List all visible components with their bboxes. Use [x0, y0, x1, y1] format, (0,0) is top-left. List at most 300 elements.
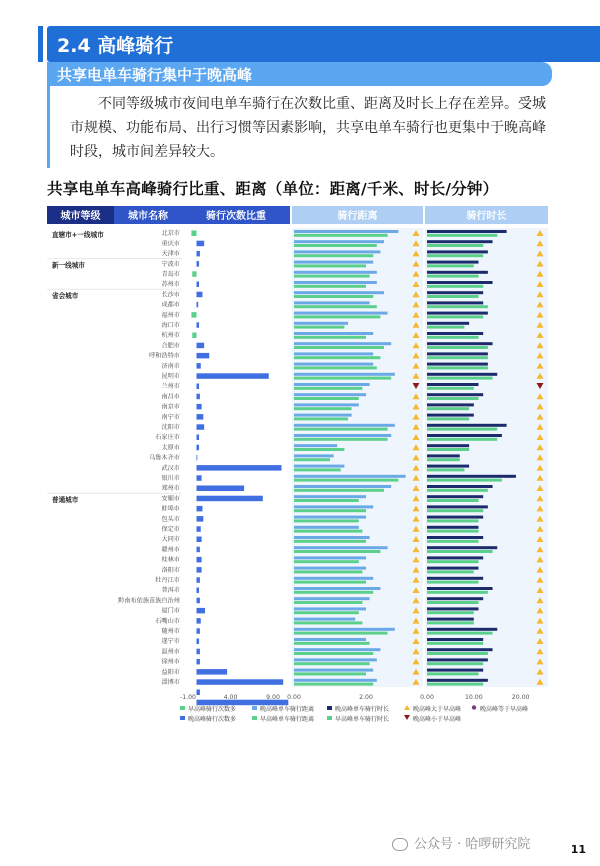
duration-bar: [427, 383, 479, 386]
ratio-bar: [197, 455, 198, 461]
duration-bar: [427, 397, 479, 400]
city-label: 南昌市: [161, 393, 180, 401]
duration-bar: [427, 291, 483, 294]
legend-swatch: [180, 716, 185, 720]
legend-swatch: [327, 716, 332, 720]
distance-bar: [294, 403, 359, 406]
duration-bar: [427, 240, 493, 243]
ratio-bar: [197, 547, 200, 553]
distance-bar: [294, 275, 370, 278]
distance-bar: [294, 587, 380, 590]
legend-swatch: [472, 705, 476, 709]
duration-bar: [427, 540, 479, 543]
ratio-bar: [197, 394, 200, 400]
city-label: 黔南布依族苗族自治州: [118, 597, 180, 605]
duration-bar: [427, 570, 474, 573]
duration-bar: [427, 489, 488, 492]
city-label: 合肥市: [161, 342, 180, 350]
city-label: 长沙市: [161, 291, 180, 299]
ratio-bar: [197, 251, 200, 257]
distance-bar: [294, 414, 352, 417]
ratio-tick: 4.00: [223, 694, 238, 701]
ratio-bar: [197, 608, 206, 614]
city-label: 安顺市: [161, 495, 180, 503]
distance-bar: [294, 465, 344, 468]
distance-bar: [294, 577, 373, 580]
duration-bar: [427, 363, 488, 366]
legend-swatch: [404, 715, 410, 720]
ratio-bar: [197, 577, 200, 583]
ratio-bar: [197, 516, 204, 522]
ratio-bar: [197, 241, 205, 247]
ratio-bar: [197, 588, 200, 594]
distance-bar: [294, 346, 384, 349]
duration-bar: [427, 560, 479, 563]
duration-bar: [427, 658, 488, 661]
ratio-bar: [197, 384, 200, 390]
duration-bar: [427, 356, 488, 359]
duration-tick: 0.00: [420, 694, 434, 701]
ratio-bar: [197, 261, 200, 267]
tier-label: 普通城市: [52, 496, 79, 505]
section-title: 2.4 高峰骑行: [57, 35, 174, 57]
duration-bar: [427, 468, 464, 471]
distance-bar: [294, 638, 366, 641]
distance-bar: [294, 662, 370, 665]
duration-bar: [427, 546, 497, 549]
ratio-bar: [197, 282, 200, 288]
duration-bar: [427, 434, 502, 437]
distance-bar: [294, 597, 370, 600]
distance-bar: [294, 336, 366, 339]
duration-bar: [427, 407, 469, 410]
duration-bar: [427, 581, 479, 584]
duration-bar: [427, 648, 493, 651]
legend-label: 晚高峰小于早高峰: [413, 716, 462, 723]
header-label-2: 骑行次数比重: [206, 211, 266, 222]
city-label: 成都市: [161, 301, 180, 309]
duration-bar: [427, 403, 474, 406]
duration-bar: [427, 499, 479, 502]
distance-bar: [294, 250, 380, 253]
distance-bar: [294, 485, 391, 488]
city-label: 随州市: [161, 628, 180, 635]
city-label: 保定市: [161, 526, 180, 533]
city-label: 乌鲁木齐市: [149, 454, 180, 462]
duration-bar: [427, 254, 483, 257]
header-label-4: 骑行时长: [466, 211, 507, 222]
duration-bar: [427, 526, 479, 529]
ratio-bar: [197, 598, 200, 604]
duration-bar: [427, 495, 483, 498]
ratio-bar: [197, 537, 202, 543]
duration-bar: [427, 342, 493, 345]
distance-bar: [294, 652, 373, 655]
watermark: [392, 833, 530, 852]
ratio-bar: [197, 414, 204, 420]
ratio-bar: [197, 373, 269, 379]
city-label: 蚌埠市: [161, 505, 180, 513]
duration-bar: [427, 530, 479, 533]
distance-bar: [294, 642, 370, 645]
distance-bar: [294, 434, 391, 437]
ratio-bar: [197, 639, 200, 645]
duration-bar: [427, 638, 483, 641]
distance-bar: [294, 560, 359, 563]
duration-bar: [427, 567, 479, 570]
legend-label: 晚高峰等于早高峰: [480, 706, 529, 713]
city-label: 银川市: [161, 475, 180, 482]
distance-tick: 2.00: [359, 694, 373, 701]
duration-bar: [427, 352, 488, 355]
duration-bar: [427, 393, 483, 396]
legend-label: 晚高峰单车骑行距离: [260, 706, 315, 713]
distance-bar: [294, 332, 373, 335]
distance-bar: [294, 479, 398, 482]
duration-bar: [427, 264, 474, 267]
distance-bar: [294, 526, 359, 529]
legend-label: 晚高峰单车骑行时长: [335, 706, 390, 713]
duration-bar: [427, 465, 469, 468]
ratio-bar: [191, 312, 196, 318]
city-label: 牡丹江市: [155, 577, 180, 584]
duration-bar: [427, 332, 483, 335]
distance-bar: [294, 264, 366, 267]
duration-bar: [427, 438, 497, 441]
duration-bar: [427, 458, 460, 461]
distance-bar: [294, 305, 377, 308]
duration-bar: [427, 275, 479, 278]
city-label: 沈阳市: [161, 424, 180, 431]
city-label: 益阳市: [161, 668, 180, 676]
legend-label: 晚高峰骑行次数多: [188, 716, 237, 723]
duration-bar: [427, 662, 483, 665]
distance-bar: [294, 356, 380, 359]
distance-bar: [294, 628, 395, 631]
distance-bar: [294, 363, 373, 366]
distance-bar: [294, 567, 366, 570]
duration-bar: [427, 505, 488, 508]
city-label: 遂宁市: [161, 638, 180, 646]
distance-bar: [294, 291, 384, 294]
duration-bar: [427, 234, 497, 237]
ratio-bar: [191, 231, 196, 237]
distance-bar: [294, 230, 398, 233]
duration-bar: [427, 377, 493, 380]
distance-bar: [294, 499, 359, 502]
distance-bar: [294, 281, 377, 284]
duration-bar: [427, 315, 483, 318]
duration-bar: [427, 536, 483, 539]
ratio-bar: [197, 465, 282, 471]
duration-bar: [427, 312, 488, 315]
distance-bar: [294, 556, 366, 559]
city-label: 大同市: [161, 536, 180, 544]
duration-bar: [427, 485, 493, 488]
duration-bar: [427, 683, 483, 686]
distance-bar: [294, 468, 341, 471]
distance-bar: [294, 505, 373, 508]
city-label: 石家庄市: [155, 434, 180, 442]
summary-paragraph: 不同等级城市夜间电单车骑行在次数比重、距离及时长上存在差异。受城市规模、功能布局、出行习惯等因素影响，共享电单车骑行也更集中于晚高峰时段，城市间差异较大。: [70, 96, 546, 160]
distance-bar: [294, 417, 348, 420]
ratio-bar: [197, 353, 210, 359]
ratio-bar: [197, 424, 205, 430]
duration-bar: [427, 672, 479, 675]
city-label: 赣州市: [161, 546, 180, 554]
duration-bar: [427, 230, 507, 233]
city-label: 温州市: [161, 648, 180, 656]
city-label: 苏州市: [161, 281, 180, 289]
city-label: 南宁市: [161, 413, 180, 421]
distance-bar: [294, 621, 362, 624]
city-label: 呼和浩特市: [149, 352, 180, 360]
ratio-bar: [197, 649, 200, 655]
watermark-text: 公众号 · 哈啰研究院: [414, 837, 531, 852]
city-label: 桂林市: [161, 556, 180, 564]
subtitle-text: 共享电单车骑行集中于晚高峰: [57, 66, 253, 84]
distance-bar: [294, 536, 370, 539]
duration-bar: [427, 261, 479, 264]
distance-bar: [294, 383, 370, 386]
page-number: 11: [570, 843, 586, 856]
duration-bar: [427, 621, 474, 624]
ratio-bar: [197, 669, 228, 675]
wechat-icon: [392, 838, 408, 851]
distance-bar: [294, 530, 362, 533]
duration-bar: [427, 373, 497, 376]
distance-bar: [294, 295, 373, 298]
ratio-bar: [197, 506, 203, 512]
duration-bar: [427, 597, 483, 600]
ratio-bar: [197, 404, 202, 410]
distance-bar: [294, 315, 380, 318]
city-label: 宁波市: [161, 260, 180, 268]
distance-bar: [294, 326, 344, 329]
city-label: 石嘴山市: [155, 617, 180, 625]
city-label: 厦门市: [161, 607, 180, 615]
duration-bar: [427, 295, 479, 298]
duration-bar: [427, 271, 488, 274]
distance-bar: [294, 540, 366, 543]
ratio-bar: [197, 486, 245, 492]
duration-bar: [427, 326, 464, 329]
distance-bar: [294, 632, 388, 635]
distance-bar: [294, 658, 377, 661]
duration-bar: [427, 591, 488, 594]
distance-bar: [294, 366, 377, 369]
chart-title: 共享电单车高峰骑行比重、距离（单位：距离/千米、时长/分钟）: [47, 180, 499, 198]
duration-bar: [427, 577, 483, 580]
distance-bar: [294, 607, 366, 610]
distance-bar: [294, 611, 359, 614]
legend-swatch: [327, 706, 332, 710]
duration-bar: [427, 509, 483, 512]
city-label: 南京市: [161, 403, 180, 411]
duration-bar: [427, 444, 469, 447]
distance-bar: [294, 397, 359, 400]
distance-bar: [294, 570, 362, 573]
duration-bar: [427, 475, 516, 478]
distance-bar: [294, 672, 366, 675]
duration-bar: [427, 428, 497, 431]
duration-bar: [427, 679, 488, 682]
distance-bar: [294, 591, 373, 594]
city-label: 包头市: [161, 515, 180, 523]
distance-bar: [294, 669, 373, 672]
ratio-bar: [197, 292, 203, 298]
legend-label: 早高峰单车骑行时长: [335, 716, 390, 723]
distance-bar: [294, 509, 366, 512]
distance-bar: [294, 546, 388, 549]
duration-bar: [427, 244, 483, 247]
tier-label: 新一线城市: [52, 261, 85, 270]
distance-bar: [294, 271, 377, 274]
ratio-bar: [197, 435, 200, 441]
duration-bar: [427, 516, 483, 519]
duration-tick: 10.00: [464, 694, 483, 701]
ratio-bar: [197, 690, 200, 696]
distance-bar: [294, 312, 388, 315]
duration-bar: [427, 285, 483, 288]
legend-swatch: [404, 705, 410, 710]
duration-bar: [427, 611, 474, 614]
duration-bar: [427, 556, 483, 559]
duration-bar: [427, 519, 479, 522]
tier-label: 直辖市+一线城市: [52, 231, 104, 239]
city-label: 福州市: [161, 311, 180, 319]
distance-bar: [294, 373, 395, 376]
duration-bar: [427, 550, 493, 553]
header-label-1: 城市名称: [128, 211, 168, 222]
ratio-bar: [197, 496, 263, 502]
distance-bar: [294, 438, 388, 441]
duration-bar: [427, 479, 502, 482]
distance-bar: [294, 407, 352, 410]
duration-bar: [427, 305, 488, 308]
ratio-bar: [197, 302, 199, 308]
legend-swatch: [252, 716, 257, 720]
city-label: 郑州市: [161, 485, 180, 493]
distance-bar: [294, 352, 373, 355]
ratio-bar: [197, 526, 201, 532]
ratio-bar: [197, 659, 200, 665]
duration-bar: [427, 618, 474, 621]
distance-bar: [294, 618, 355, 621]
distance-bar: [294, 495, 366, 498]
city-label: 重庆市: [161, 240, 180, 248]
distance-bar: [294, 240, 384, 243]
city-label: 北京市: [161, 230, 180, 238]
distance-bar: [294, 301, 370, 304]
distance-bar: [294, 458, 330, 461]
ratio-bar: [197, 628, 200, 634]
city-label: 杭州市: [161, 332, 180, 340]
duration-bar: [427, 281, 493, 284]
city-label: 兰州市: [161, 383, 180, 391]
city-label: 济南市: [161, 362, 180, 370]
city-label: 洛阳市: [161, 566, 180, 574]
distance-bar: [294, 285, 366, 288]
city-label: 青岛市: [161, 271, 180, 278]
distance-bar: [294, 234, 388, 237]
distance-bar: [294, 393, 366, 396]
distance-bar: [294, 648, 380, 651]
header-label-0: 城市等级: [60, 211, 101, 222]
city-label: 昆明市: [161, 373, 180, 380]
ratio-bar: [197, 475, 202, 481]
ratio-bar: [197, 322, 200, 328]
distance-bar: [294, 322, 348, 325]
duration-bar: [427, 346, 488, 349]
distance-bar: [294, 254, 373, 257]
legend-swatch: [180, 706, 185, 710]
duration-bar: [427, 601, 479, 604]
duration-bar: [427, 417, 469, 420]
duration-bar: [427, 322, 469, 325]
distance-bar: [294, 581, 366, 584]
duration-bar: [427, 642, 483, 645]
ratio-tick: -1.00: [179, 694, 197, 701]
duration-bar: [427, 607, 479, 610]
duration-tick: 20.00: [511, 694, 530, 701]
header-label-3: 骑行距离: [337, 211, 378, 222]
ratio-bar: [197, 567, 202, 573]
duration-bar: [427, 366, 488, 369]
distance-bar: [294, 550, 380, 553]
distance-bar: [294, 342, 391, 345]
distance-bar: [294, 424, 395, 427]
distance-bar: [294, 448, 344, 451]
distance-bar: [294, 444, 337, 447]
ratio-bar: [197, 618, 201, 624]
duration-bar: [427, 301, 483, 304]
legend-label: 早高峰骑行次数多: [188, 706, 237, 713]
duration-bar: [427, 669, 483, 672]
distance-bar: [294, 683, 373, 686]
ratio-bar: [197, 343, 205, 349]
city-label: 武汉市: [161, 464, 180, 472]
tier-label: 省会城市: [52, 292, 79, 301]
duration-bar: [427, 448, 469, 451]
distance-bar: [294, 475, 406, 478]
duration-bar: [427, 250, 488, 253]
legend-swatch: [252, 706, 257, 710]
distance-bar: [294, 516, 366, 519]
distance-bar: [294, 261, 373, 264]
duration-bar: [427, 336, 479, 339]
ratio-bar: [197, 679, 284, 685]
city-label: 淄博市: [161, 679, 180, 686]
distance-bar: [294, 428, 388, 431]
legend-label: 晚高峰大于早高峰: [413, 706, 462, 713]
ratio-bar: [192, 333, 196, 339]
ratio-bar: [197, 363, 201, 369]
ratio-tick: 9.00: [266, 694, 280, 701]
duration-bar: [427, 424, 507, 427]
duration-bar: [427, 652, 488, 655]
duration-bar: [427, 387, 474, 390]
distance-bar: [294, 387, 362, 390]
city-label: 太原市: [161, 444, 180, 452]
duration-bar: [427, 414, 474, 417]
duration-bar: [427, 587, 493, 590]
city-label: 普洱市: [161, 587, 180, 595]
distance-bar: [294, 377, 391, 380]
ratio-bar: [192, 271, 196, 277]
city-label: 天津市: [161, 250, 180, 258]
distance-bar: [294, 519, 359, 522]
